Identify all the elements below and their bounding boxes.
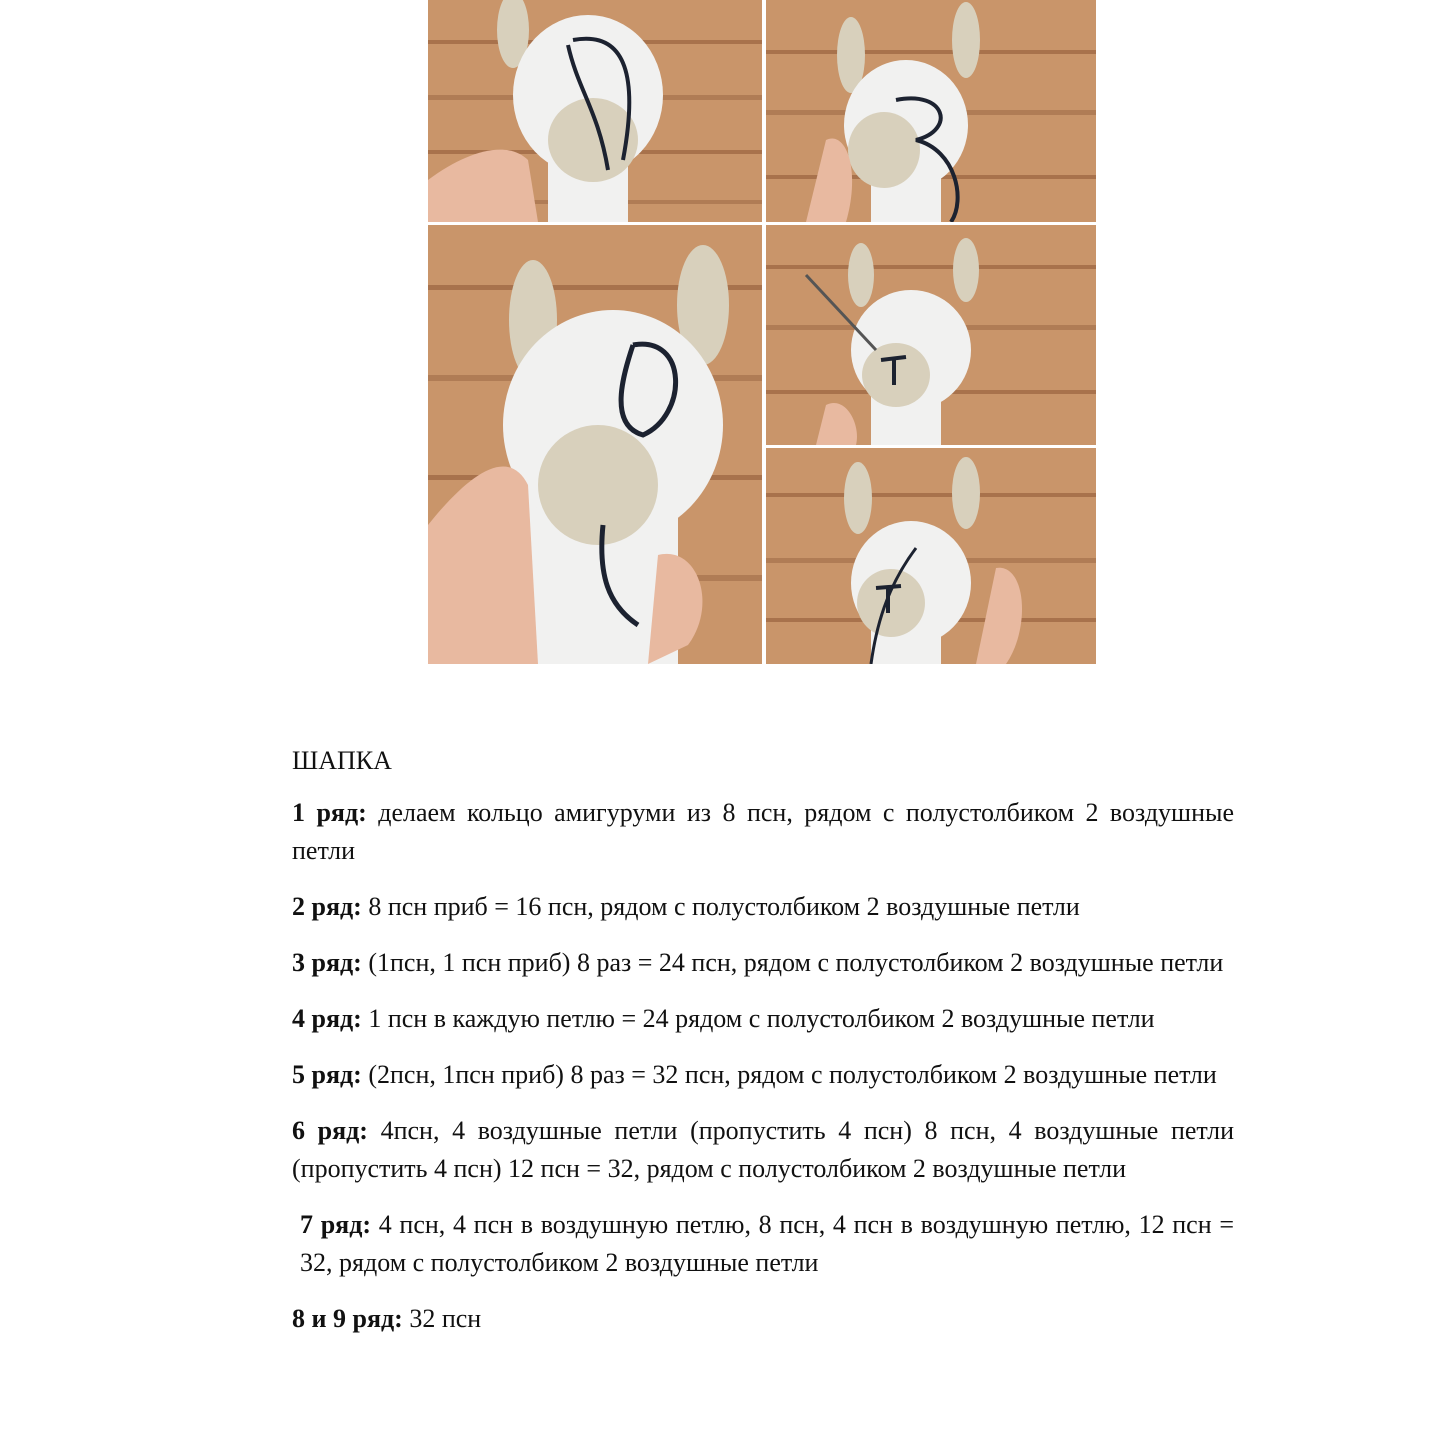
row-text: делаем кольцо амигуруми из 8 псн, рядом с полустолбиком 2 воздушные петли [292,798,1234,865]
pattern-row-6 [292,1112,1234,1188]
pattern-row-8 [292,1300,1234,1338]
row-text: 4 псн, 4 псн в воздушную петлю, 8 псн, 4 псн в воздушную петлю, 12 псн = 32, рядом с полустолбиком 2 воздушные петли [300,1210,1234,1277]
pattern-row-1 [292,794,1234,870]
photo-step-3 [428,225,762,664]
photo-step-4 [766,225,1096,445]
row-text: 4псн, 4 воздушные петли (пропустить 4 псн) 8 псн, 4 воздушные петли (пропустить 4 псн) 12 псн = 32, рядом с полустолбиком 2 воздушные петли [292,1116,1234,1183]
pattern-text [292,742,1234,1356]
row-text: 1 псн в каждую петлю = 24 рядом с полустолбиком 2 воздушные петли [361,1004,1155,1033]
photo-step-1 [428,0,762,222]
row-text: 32 псн [402,1304,482,1333]
row-label: 6 ряд: [292,1116,368,1145]
row-text: 8 псн приб = 16 псн, рядом с полустолбиком 2 воздушные петли [361,892,1080,921]
row-label: 2 ряд: [292,892,362,921]
pattern-row-7 [292,1206,1234,1282]
photo-step-2 [766,0,1096,222]
photo-collage [428,0,1096,664]
pattern-row-3 [292,944,1234,982]
photo-step-5 [766,448,1096,664]
row-label: 5 ряд: [292,1060,362,1089]
pattern-row-2 [292,888,1234,926]
row-label: 3 ряд: [292,948,362,977]
pattern-row-5 [292,1056,1234,1094]
section-title: ШАПКА [292,746,392,775]
pattern-row-4 [292,1000,1234,1038]
row-label: 1 ряд: [292,798,367,827]
row-label: 7 ряд: [300,1210,372,1239]
row-label: 8 и 9 ряд: [292,1304,403,1333]
row-text: (1псн, 1 псн приб) 8 раз = 24 псн, рядом с полустолбиком 2 воздушные петли [361,948,1224,977]
row-text: (2псн, 1псн приб) 8 раз = 32 псн, рядом с полустолбиком 2 воздушные петли [361,1060,1217,1089]
row-label: 4 ряд: [292,1004,362,1033]
